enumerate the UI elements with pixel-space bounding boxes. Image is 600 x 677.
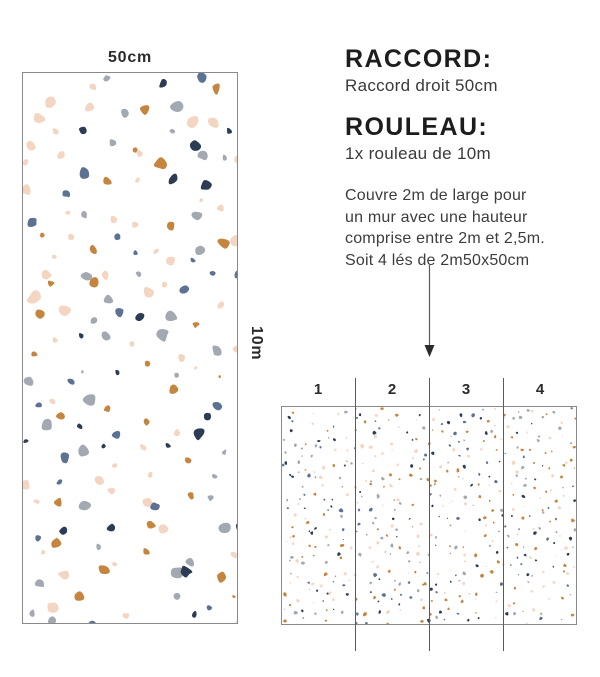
strip-number-1: 1 [313, 381, 323, 398]
rouleau-value: 1x rouleau de 10m [345, 144, 491, 163]
roll-height-label: 10m [248, 326, 265, 361]
down-arrow-icon [423, 264, 436, 357]
strip-divider-line [503, 378, 504, 651]
wallpaper-roll-preview [22, 72, 238, 624]
description-line: Couvre 2m de large pour [345, 187, 527, 204]
description-line: Soit 4 lés de 2m50x50cm [345, 251, 530, 269]
specs-block [345, 45, 585, 271]
raccord-value: Raccord droit 50cm [345, 76, 498, 95]
description-line: un mur avec une hauteur [345, 208, 528, 226]
roll-width-label: 50cm [107, 49, 153, 66]
strip-number-4: 4 [535, 381, 545, 398]
strip-number-3: 3 [461, 381, 471, 398]
rouleau-heading: ROULEAU: [345, 113, 489, 141]
raccord-heading: RACCORD: [345, 45, 493, 73]
strip-divider-line [355, 378, 356, 651]
strip-number-2: 2 [387, 381, 397, 398]
description-line: comprise entre 2m et 2,5m. [345, 230, 545, 247]
coverage-description [345, 185, 585, 271]
terrazzo-pattern-large [23, 73, 237, 623]
strip-divider-line [429, 378, 430, 651]
